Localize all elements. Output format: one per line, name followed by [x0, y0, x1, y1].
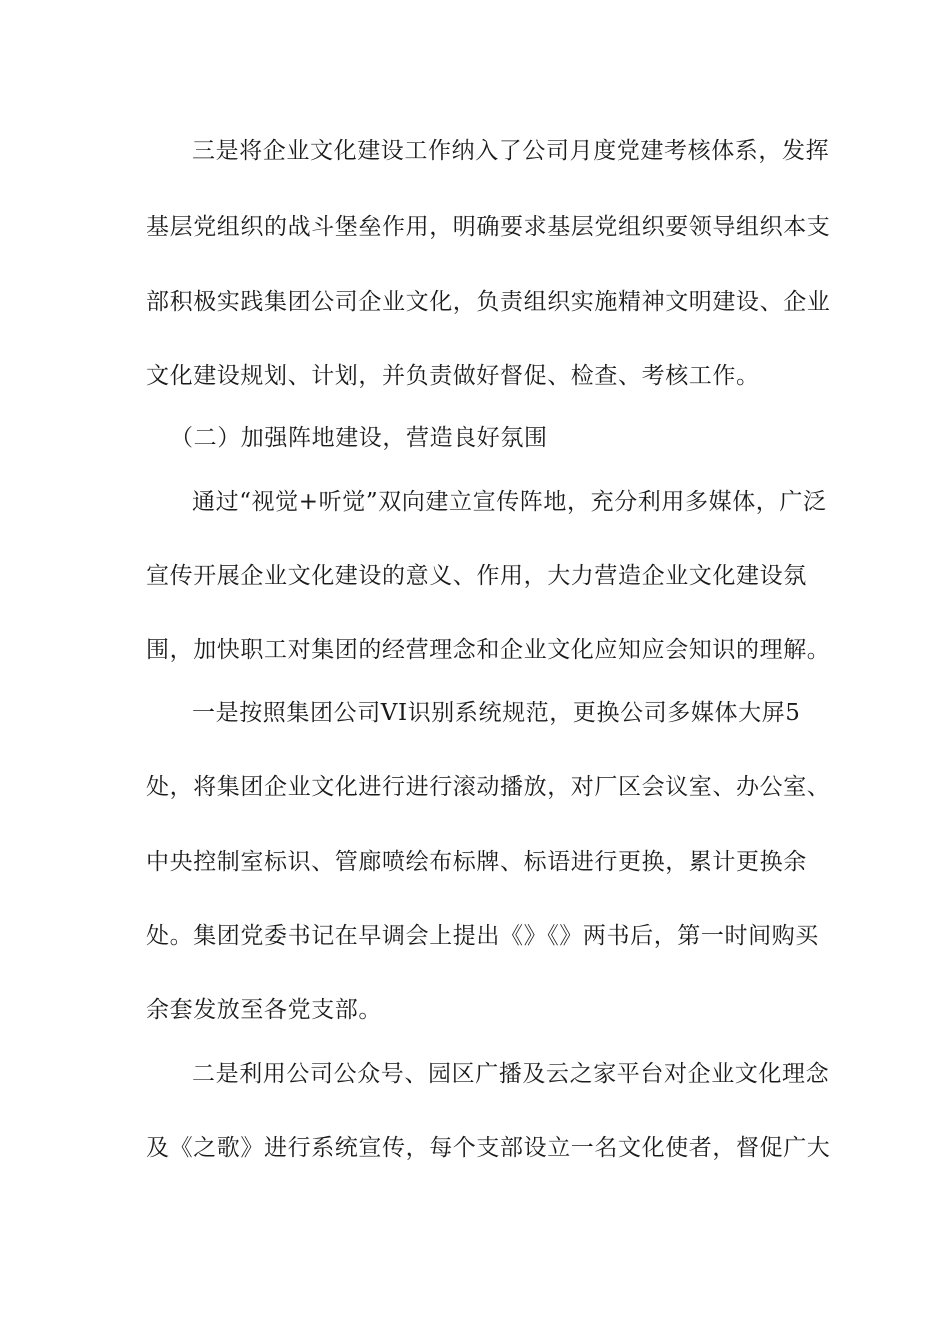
paragraph-line: 围，加快职工对集团的经营理念和企业文化应知应会知识的理解。 — [146, 637, 831, 663]
paragraph-line: 余套发放至各党支部。 — [146, 997, 382, 1023]
paragraph-line: 二是利用公司公众号、园区广播及云之家平台对企业文化理念 — [192, 1061, 830, 1087]
paragraph-line: 三是将企业文化建设工作纳入了公司月度党建考核体系，发挥 — [192, 138, 830, 164]
paragraph-line: 及《之歌》进行系统宣传，每个支部设立一名文化使者，督促广大 — [146, 1135, 831, 1161]
paragraph-line: 处。集团党委书记在早调会上提出《》《》两书后，第一时间购买 — [146, 923, 819, 949]
paragraph-line: 处，将集团企业文化进行进行滚动播放，对厂区会议室、办公室、 — [146, 774, 831, 800]
paragraph-line: 部积极实践集团公司企业文化，负责组织实施精神文明建设、企业 — [146, 289, 831, 315]
paragraph-line: 通过“视觉+听觉”双向建立宣传阵地，充分利用多媒体，广泛 — [192, 489, 827, 515]
paragraph-line: 一是按照集团公司VI识别系统规范，更换公司多媒体大屏5 — [192, 700, 801, 726]
paragraph-line: 文化建设规划、计划，并负责做好督促、检查、考核工作。 — [146, 363, 760, 389]
paragraph-line: 宣传开展企业文化建设的意义、作用，大力营造企业文化建设氛 — [146, 563, 807, 589]
paragraph-line: 中央控制室标识、管廊喷绘布标牌、标语进行更换，累计更换余 — [146, 849, 807, 875]
paragraph-line: 基层党组织的战斗堡垒作用，明确要求基层党组织要领导组织本支 — [146, 214, 831, 240]
section-heading: （二）加强阵地建设，营造良好氛围 — [170, 425, 548, 451]
